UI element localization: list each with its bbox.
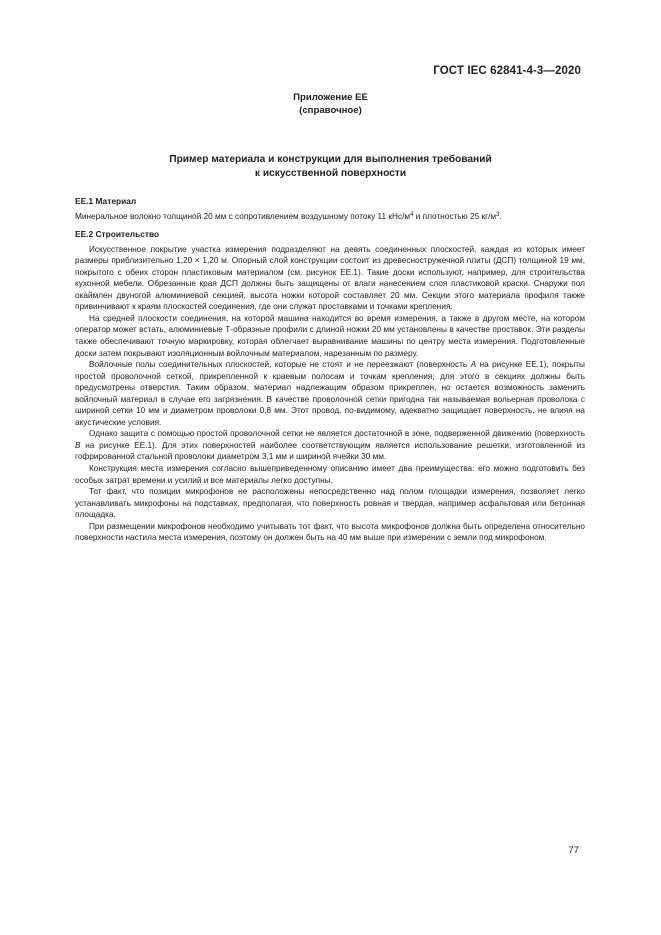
construction-paragraph-5: Конструкция места измерения согласно вышеприведенному описанию имеет два преимущества: его можно подготовить без особых затрат времени и усилий и все материалы легко доступны.: [75, 464, 585, 485]
section-heading-construction: ЕЕ.2 Строительство: [75, 229, 160, 240]
appendix-heading: [0, 91, 661, 117]
superscript-3: 3: [496, 211, 500, 218]
appendix-name: Приложение ЕЕ: [293, 92, 368, 103]
materials-text-2: и плотностью 25 кг/м: [413, 211, 497, 221]
materials-paragraph: [75, 211, 585, 223]
appendix-kind: (справочное): [299, 105, 362, 116]
construction-paragraph-2: На средней плоскости соединения, на которой машина находится во время измерения, а также в другом месте, на котором оператор может встать, алюминиевые Т-образные профили с длиной ножки 20 мм установлены в качестве проставок. Эти разделы также обеспечивают точную маркировку, которая облегчает выравнивание машины по центру места измерения. Подготовленные доски затем покрывают изоляционным войлочным материалом, нарезанным по размеру.: [75, 313, 585, 358]
p4-text-a: Однако защита с помощью простой проволочной сетки не является достаточной в зоне, подверженной движению (поверхность: [89, 429, 585, 439]
title-line-2: к искусственной поверхности: [254, 167, 407, 179]
surface-a-label: А: [470, 360, 477, 370]
document-title: [0, 153, 661, 180]
construction-paragraph-6: Тот факт, что позиции микрофонов не расположены непосредственно над полом площадки измерения, позволяет легко устанавливать микрофоны на подставках, предполагая, что поверхность ровная и твердая, например асфальтовая или бетонная площадка.: [75, 487, 585, 520]
superscript-4: 4: [410, 211, 414, 218]
standard-code: ГОСТ IEC 62841-4-3—2020: [433, 65, 581, 77]
document-body: [75, 196, 585, 544]
construction-paragraph-3: [75, 359, 585, 428]
p4-text-b: на рисунке ЕЕ.1). Для этих поверхностей наиболее соответствующим является использование решетки, изготовленной из гофрированной стальной проволоки диаметром 3,1 мм и шириной ячейки 30 мм.: [75, 440, 585, 462]
materials-text-3: .: [499, 211, 502, 221]
section-heading-materials: ЕЕ.1 Материал: [75, 196, 137, 206]
surface-b-label: В: [75, 440, 81, 450]
p3-text-a: Войлочные полы соединительных плоскостей, которые не стоят и не переезжают (поверхность: [89, 360, 471, 370]
page-number: 77: [568, 845, 579, 856]
construction-paragraph-7: При размещении микрофонов необходимо учитывать тот факт, что высота микрофонов должна быть определена относительно поверхности настила места измерения, поэтому он должен быть на 40 мм выше при измерении с земли под микрофоном.: [75, 521, 585, 543]
title-line-1: Пример материала и конструкции для выполнения требований: [169, 154, 492, 165]
construction-paragraph-4: [75, 428, 585, 463]
materials-text-1: Минеральное волокно толщиной 20 мм с сопротивлением воздушному потоку 11 кНс/м: [75, 211, 411, 221]
p3-text-b: на рисунке ЕЕ.1), покрыты простой проволочной сеткой, прикрепленной к краевым полосам и точкам крепления; для этого в секциях должны быть предусмотрены отверстия. Таким образом, материал надлежащим образом прикреплен, но остается возможность заменить войлочный материал в случае его загрязнения. В качестве проволочной сетки пригодна так называемая вольерная проволока с шириной сетки 10 мм и диаметром проволоки 0,8 мм. Этот провод, по-видимому, адекватно защищает поверхность, не влияя на акустические условия.: [75, 360, 585, 427]
construction-paragraph-1: Искусственное покрытие участка измерения подразделяют на девять соединенных плоскостей, каждая из которых имеет размеры приблизительно 1,20 × 1,20 м. Опорный слой конструкции состоит из древесностружечной плиты (ДСП) толщиной 19 мм, покрытого с обеих сторон пластиковым материалом (см. рисунок ЕЕ.1). Такие доски используют, например, для строительства кухонной мебели. Обрезанные края ДСП должны быть защищены от влаги нанесением слоя пластиковой краски. Снаружи пол окаймлен двуногой алюминиевой секцией, высота ножки которой составляет 20 мм. Секции этого материала профиля также привинчивают к краям плоскостей соединения, где они служат проставками и точками крепления.: [75, 244, 585, 312]
